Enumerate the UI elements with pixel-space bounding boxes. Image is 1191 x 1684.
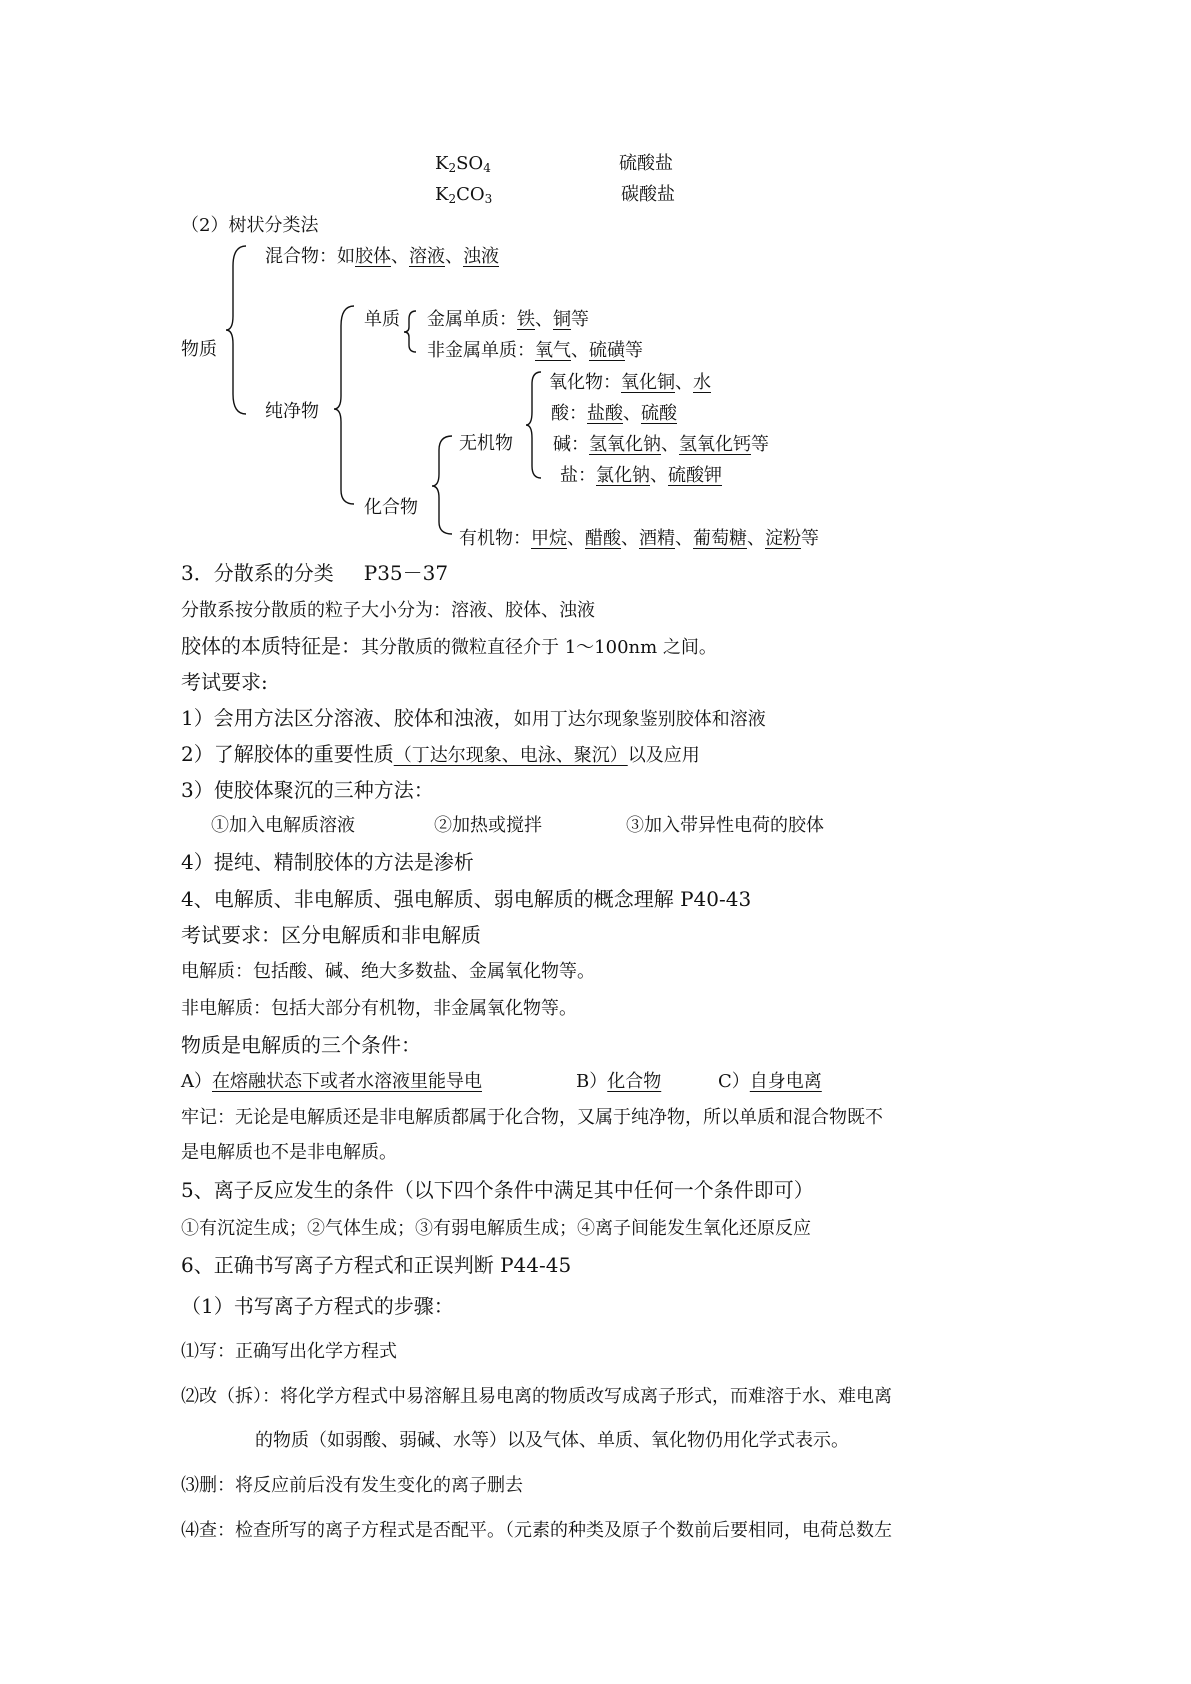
section-5-heading: 5、离子反应发生的条件（以下四个条件中满足其中任何一个条件即可） bbox=[181, 1178, 814, 1202]
node-salt: 盐：氯化钠、硫酸钾 bbox=[560, 465, 722, 486]
node-compound: 化合物 bbox=[364, 497, 418, 518]
section-3-line-1: 分散系按分散质的粒子大小分为：溶液、胶体、浊液 bbox=[181, 600, 595, 621]
section-6-subheading: （1）书写离子方程式的步骤： bbox=[181, 1294, 454, 1318]
method-3: ③加入带异性电荷的胶体 bbox=[626, 815, 824, 836]
node-organic: 有机物：甲烷、醋酸、酒精、葡萄糖、淀粉等 bbox=[459, 528, 819, 549]
nonelectrolyte-def: 非电解质：包括大部分有机物，非金属氧化物等。 bbox=[181, 998, 577, 1019]
salt-item-2: 硫酸钾 bbox=[668, 465, 722, 486]
acid-item-1: 盐酸 bbox=[587, 403, 623, 424]
brace-inorganic bbox=[527, 372, 543, 482]
organic-item-5: 淀粉 bbox=[765, 528, 801, 549]
node-metal: 金属单质：铁、铜等 bbox=[427, 309, 589, 330]
mixture-item-1: 胶体 bbox=[355, 246, 391, 267]
mixture-item-3: 浊液 bbox=[463, 246, 499, 267]
condition-c: C）自身电离 bbox=[718, 1071, 822, 1092]
step-2-line-2: 的物质（如弱酸、弱碱、水等）以及气体、单质、氧化物仍用化学式表示。 bbox=[255, 1430, 849, 1451]
node-acid: 酸：盐酸、硫酸 bbox=[551, 403, 677, 424]
exam-req-heading: 考试要求: bbox=[181, 670, 268, 694]
tree-heading: （2）树状分类法 bbox=[181, 215, 319, 236]
method-2: ②加热或搅拌 bbox=[434, 815, 542, 836]
req-1: 1）会用方法区分溶液、胶体和浊液，如用丁达尔现象鉴别胶体和溶液 bbox=[181, 706, 766, 730]
electrolyte-def: 电解质：包括酸、碱、绝大多数盐、金属氧化物等。 bbox=[181, 961, 595, 982]
section-3-line-2: 胶体的本质特征是：其分散质的微粒直径介于 1～100nm 之间。 bbox=[181, 634, 717, 658]
nonmetal-item-2: 硫磺 bbox=[589, 340, 625, 361]
metal-item-1: 铁 bbox=[517, 309, 535, 330]
node-oxide: 氧化物：氧化铜、水 bbox=[549, 372, 711, 393]
brace-root bbox=[228, 246, 248, 416]
salt-formula-2: $K_2CO_3$ bbox=[435, 184, 493, 206]
section-5-conditions: ①有沉淀生成；②气体生成；③有弱电解质生成；④离子间能发生氧化还原反应 bbox=[181, 1218, 811, 1239]
organic-item-1: 甲烷 bbox=[531, 528, 567, 549]
node-root: 物质 bbox=[181, 339, 217, 360]
base-item-1: 氢氧化钠 bbox=[589, 434, 661, 455]
condition-b: B）化合物 bbox=[576, 1071, 662, 1092]
base-item-2: 氢氧化钙 bbox=[679, 434, 751, 455]
oxide-item-1: 氧化铜 bbox=[621, 372, 675, 393]
req-4: 4）提纯、精制胶体的方法是渗析 bbox=[181, 850, 474, 874]
brace-element bbox=[404, 311, 418, 353]
mixture-item-2: 溶液 bbox=[409, 246, 445, 267]
note-line-1: 牢记：无论是电解质还是非电解质都属于化合物，又属于纯净物，所以单质和混合物既不 bbox=[181, 1107, 883, 1128]
step-4: ⑷查：检查所写的离子方程式是否配平。（元素的种类及原子个数前后要相同，电荷总数左 bbox=[181, 1520, 892, 1541]
conditions-heading: 物质是电解质的三个条件： bbox=[181, 1033, 421, 1057]
req-2: 2）了解胶体的重要性质（丁达尔现象、电泳、聚沉）以及应用 bbox=[181, 742, 700, 766]
step-2-line-1: ⑵改（拆）：将化学方程式中易溶解且易电离的物质改写成离子形式，而难溶于水、难电离 bbox=[181, 1386, 892, 1407]
node-mixture: 混合物：如胶体、溶液、浊液 bbox=[265, 246, 499, 267]
node-nonmetal: 非金属单质：氧气、硫磺等 bbox=[427, 340, 643, 361]
req-3: 3）使胶体聚沉的三种方法： bbox=[181, 778, 434, 802]
node-base: 碱：氢氧化钠、氢氧化钙等 bbox=[553, 434, 769, 455]
salt-name-1: 硫酸盐 bbox=[619, 153, 673, 174]
note-line-2: 是电解质也不是非电解质。 bbox=[181, 1142, 397, 1163]
method-1: ①加入电解质溶液 bbox=[211, 815, 355, 836]
salt-item-1: 氯化钠 bbox=[596, 465, 650, 486]
oxide-item-2: 水 bbox=[693, 372, 711, 393]
step-3: ⑶删：将反应前后没有发生变化的离子删去 bbox=[181, 1475, 523, 1496]
acid-item-2: 硫酸 bbox=[641, 403, 677, 424]
step-1: ⑴写：正确写出化学方程式 bbox=[181, 1341, 397, 1362]
nonmetal-item-1: 氧气 bbox=[535, 340, 571, 361]
salt-name-2: 碳酸盐 bbox=[621, 184, 675, 205]
metal-item-2: 铜 bbox=[553, 309, 571, 330]
section-3-heading: 3．分散系的分类 P35－37 bbox=[181, 561, 449, 585]
brace-compound bbox=[434, 436, 454, 536]
node-inorganic: 无机物 bbox=[459, 433, 513, 454]
section-4-req: 考试要求：区分电解质和非电解质 bbox=[181, 923, 481, 947]
node-element: 单质 bbox=[364, 309, 400, 330]
organic-item-4: 葡萄糖 bbox=[693, 528, 747, 549]
organic-item-3: 酒精 bbox=[639, 528, 675, 549]
section-6-heading: 6、正确书写离子方程式和正误判断 P44-45 bbox=[181, 1253, 572, 1277]
condition-a: A）在熔融状态下或者水溶液里能导电 bbox=[181, 1071, 482, 1092]
section-4-heading: 4、电解质、非电解质、强电解质、弱电解质的概念理解 P40-43 bbox=[181, 887, 752, 911]
brace-pure bbox=[336, 306, 356, 506]
node-pure: 纯净物 bbox=[265, 401, 319, 422]
organic-item-2: 醋酸 bbox=[585, 528, 621, 549]
salt-formula-1: $K_2SO_4$ bbox=[435, 153, 491, 175]
